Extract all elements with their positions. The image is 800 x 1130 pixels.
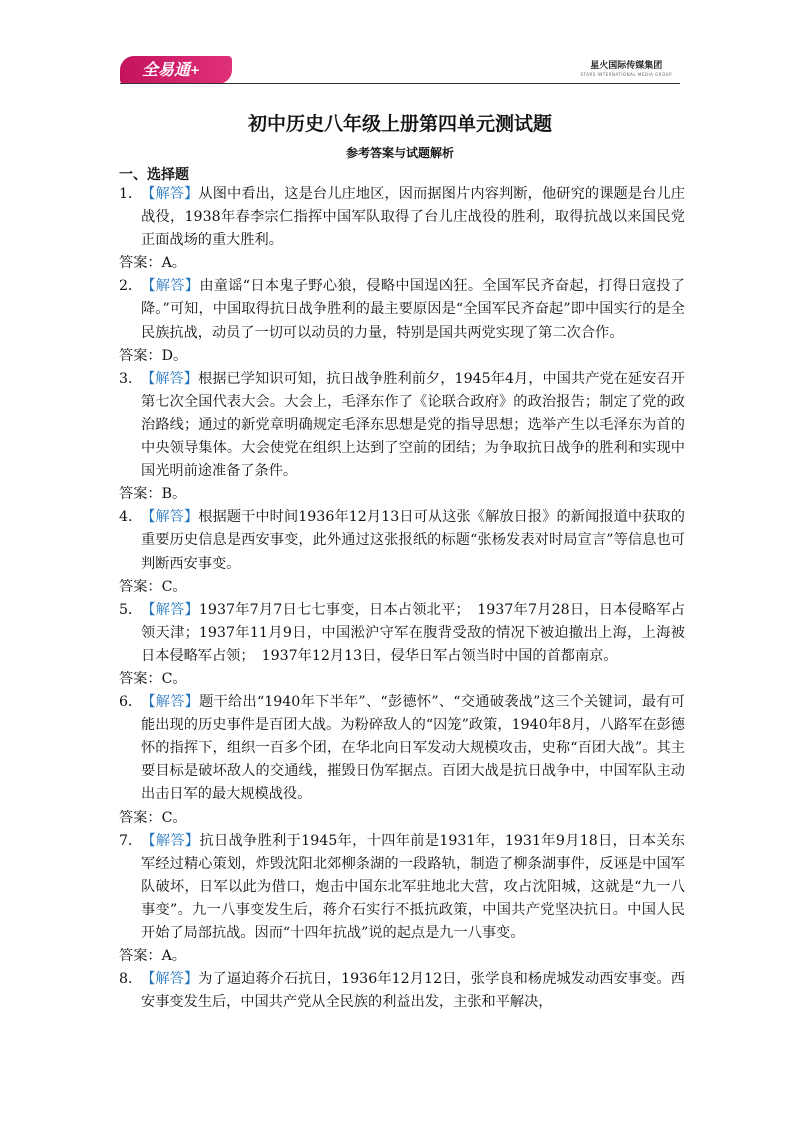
question-body <box>119 691 685 806</box>
answer-tag: 【解答】 <box>141 278 200 295</box>
answer-tag: 【解答】 <box>141 694 200 711</box>
question-number: 8． <box>119 971 143 988</box>
answer-line: 答案：C。 <box>119 809 187 826</box>
answer-line: 答案：A。 <box>119 255 186 272</box>
question-body <box>119 599 685 668</box>
logo-text: 全易通 <box>142 60 191 79</box>
question-explanation: 为了逼迫蒋介石抗日，1936年12月12日，张学良和杨虎城发动西安事变。西安事变发生后，中国共产党从全民族的利益出发，主张和平解决， <box>141 971 685 1011</box>
brand-logo <box>120 56 232 84</box>
question-item <box>119 368 685 507</box>
answer-tag: 【解答】 <box>141 601 199 618</box>
question-item <box>119 691 685 830</box>
answer-line: 答案：B。 <box>119 486 187 503</box>
question-item <box>119 506 685 598</box>
answer-tag: 【解答】 <box>141 370 199 387</box>
question-item <box>119 275 685 367</box>
document-subtitle: 参考答案与试题解析 <box>345 146 454 160</box>
question-explanation: 1937年7月7日七七事变，日本占领北平； 1937年7月28日，日本侵略军占领天津；1937年11月9日，中国淞沪守军在腹背受敌的情况下被迫撤出上海，上海被日本侵略军占领； 1937年12月13日，侵华日军占领当时中国的首都南京。 <box>141 601 685 664</box>
answer-line: 答案：C。 <box>119 578 187 595</box>
answer-tag: 【解答】 <box>141 971 199 988</box>
publisher-subtitle: STARS INTERNATIONAL MEDIA GROUP <box>580 72 672 77</box>
question-number: 3． <box>119 370 143 387</box>
section-heading: 一、选择题 <box>119 167 189 183</box>
question-item <box>119 968 685 1014</box>
question-number: 5． <box>119 601 143 618</box>
question-explanation: 抗日战争胜利于1945年，十四年前是1931年，1931年9月18日，日本关东军经过精心策划，炸毁沈阳北郊柳条湖的一段路轨，制造了柳条湖事件，反诬是中国军队破坏，日军以此为借口，炮击中国东北军驻地北大营，攻占沈阳城，这就是“九一八事变”。九一八事变发生后，蒋介石实行不抵抗政策，中国共产党坚决抗日。中国人民开始了局部抗战。因而“十四年抗战”说的起点是九一八事变。 <box>141 832 685 941</box>
answer-line: 答案：A。 <box>119 948 186 965</box>
document-title: 初中历史八年级上册第四单元测试题 <box>247 113 552 135</box>
page-header <box>120 56 680 84</box>
question-number: 7． <box>119 832 143 849</box>
publisher-name <box>581 58 672 77</box>
answer-list <box>119 183 685 1014</box>
question-number: 2． <box>119 278 143 295</box>
question-body <box>119 830 685 945</box>
question-body <box>119 275 685 344</box>
question-explanation: 根据已学知识可知，抗日战争胜利前夕，1945年4月，中国共产党在延安召开第七次全国代表大会。大会上，毛泽东作了《论联合政府》的政治报告；制定了党的政治路线；通过的新党章明确规定毛泽东思想是党的指导思想；选举产生以毛泽东为首的中央领导集体。大会使党在组织上达到了空前的团结；为争取抗日战争的胜利和实现中国光明前途准备了条件。 <box>141 370 685 480</box>
question-explanation: 从图中看出，这是台儿庄地区，因而据图片内容判断，他研究的课题是台儿庄战役，1938年春李宗仁指挥中国军队取得了台儿庄战役的胜利，取得抗战以来国民党正面战场的重大胜利。 <box>141 186 685 249</box>
answer-line: 答案：C。 <box>119 670 187 687</box>
question-body <box>119 506 685 575</box>
answer-tag: 【解答】 <box>141 509 199 526</box>
publisher-name-text: 星火国际传媒集团 <box>590 61 663 71</box>
question-explanation: 题干给出“1940年下半年”、“彭德怀”、“交通破袭战”这三个关键词，最有可能出现的历史事件是百团大战。为粉碎敌人的“囚笼”政策，1940年8月，八路军在彭德怀的指挥下，组织一百多个团，在华北向日军发动大规模攻击，史称“百团大战”。其主要目标是破坏敌人的交通线，摧毁日伪军据点。百团大战是抗日战争中，中国军队主动出击日军的最大规模战役。 <box>141 694 685 803</box>
question-number: 1． <box>119 186 143 202</box>
logo-plus: + <box>190 63 201 77</box>
header-divider <box>120 83 680 84</box>
answer-tag: 【解答】 <box>141 832 200 849</box>
answer-tag: 【解答】 <box>141 186 199 202</box>
question-item <box>119 830 685 969</box>
question-number: 4． <box>119 509 143 526</box>
question-body <box>119 968 685 1014</box>
question-item <box>119 183 685 275</box>
answer-line: 答案：D。 <box>119 347 188 364</box>
question-explanation: 根据题干中时间1936年12月13日可从这张《解放日报》的新闻报道中获取的重要历史信息是西安事变，此外通过这张报纸的标题“张杨发表对时局宣言”等信息也可判断西安事变。 <box>141 509 685 572</box>
question-explanation: 由童谣“日本鬼子野心狼，侵略中国逞凶狂。全国军民齐奋起，打得日寇投了降。”可知，中国取得抗日战争胜利的最主要原因是“全国军民齐奋起”即中国实行的是全民族抗战，动员了一切可以动员的力量，特别是国共两党实现了第二次合作。 <box>141 278 685 341</box>
question-body <box>119 183 685 252</box>
question-body <box>119 368 685 483</box>
question-item <box>119 599 685 691</box>
question-number: 6． <box>119 694 143 711</box>
